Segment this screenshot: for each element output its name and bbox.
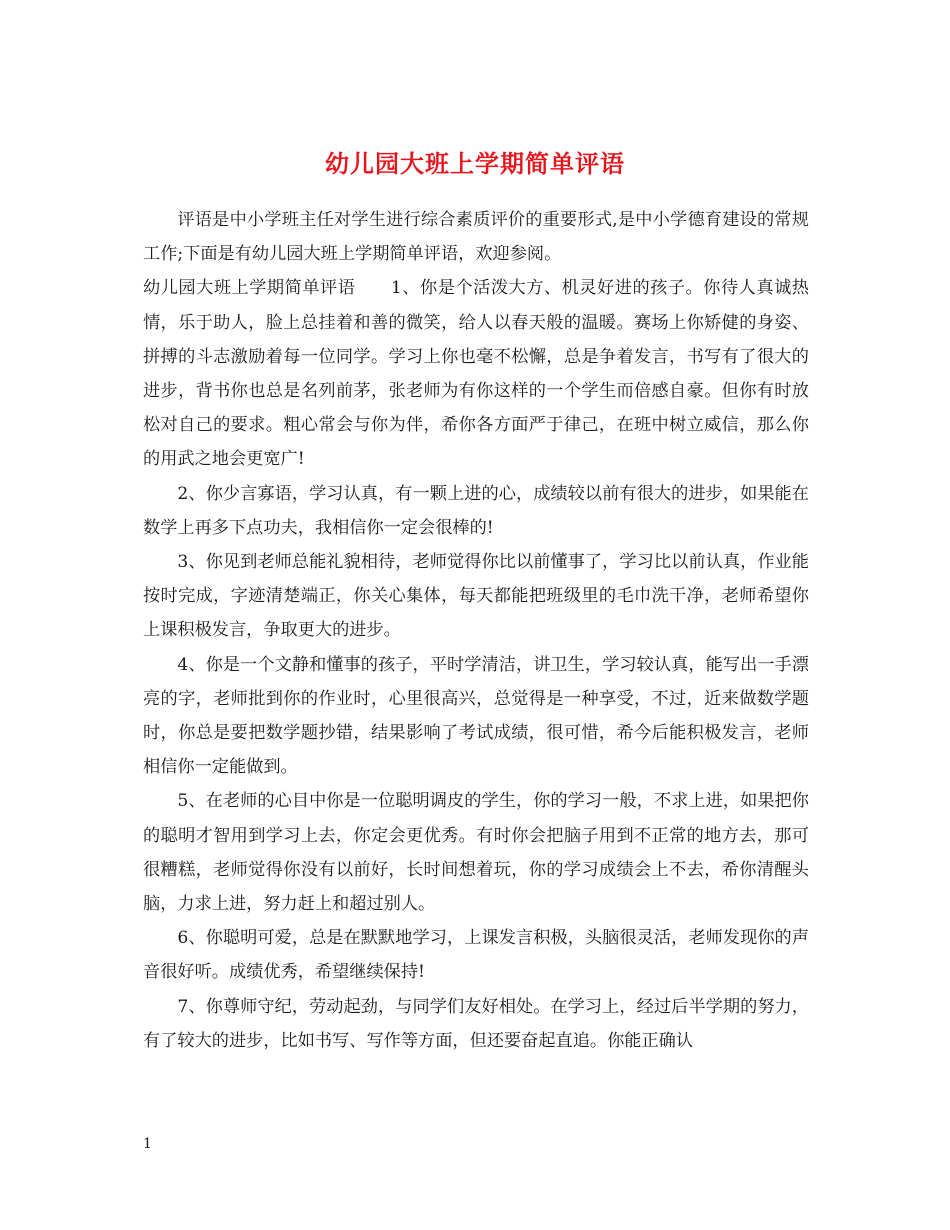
paragraph-comment-7: 7、你尊师守纪，劳动起劲，与同学们友好相处。在学习上，经过后半学期的努力，有了较大的进步，比如书写、写作等方面，但还要奋起直追。你能正确认 xyxy=(143,996,809,1051)
paragraph-intro: 评语是中小学班主任对学生进行综合素质评价的重要形式,是中小学德育建设的常规工作;下面是有幼儿园大班上学期简单评语，欢迎参阅。 xyxy=(143,210,809,265)
document-title: 幼儿园大班上学期简单评语 xyxy=(325,149,625,179)
document-body xyxy=(143,203,809,1058)
paragraph-comment-1: 幼儿园大班上学期简单评语 1、你是个活泼大方、机灵好进的孩子。你待人真诚热情，乐于助人，脸上总挂着和善的微笑，给人以春天般的温暖。赛场上你矫健的身姿、拼搏的斗志激励着每一位同学。学习上你也毫不松懈，总是争着发言，书写有了很大的进步，背书你也总是名列前茅，张老师为有你这样的一个学生而倍感自豪。但你有时放松对自己的要求。粗心常会与你为伴，希你各方面严于律己，在班中树立威信，那么你的用武之地会更宽广! xyxy=(143,278,809,470)
page-number: 1 xyxy=(143,1136,152,1152)
paragraph-comment-5: 5、在老师的心目中你是一位聪明调皮的学生，你的学习一般，不求上进，如果把你的聪明才智用到学习上去，你定会更优秀。有时你会把脑子用到不正常的地方去，那可很糟糕，老师觉得你没有以前好，长时间想着玩，你的学习成绩会上不去，希你清醒头脑，力求上进，努力赶上和超过别人。 xyxy=(143,791,809,915)
paragraph-comment-2: 2、你少言寡语，学习认真，有一颗上进的心，成绩较以前有很大的进步，如果能在数学上再多下点功夫，我相信你一定会很棒的! xyxy=(143,483,809,538)
paragraph-comment-6: 6、你聪明可爱，总是在默默地学习，上课发言积极，头脑很灵活，老师发现你的声音很好听。成绩优秀，希望继续保持! xyxy=(143,928,809,983)
paragraph-comment-3: 3、你见到老师总能礼貌相待，老师觉得你比以前懂事了，学习比以前认真，作业能按时完成，字迹清楚端正，你关心集体，每天都能把班级里的毛巾洗干净，老师希望你上课积极发言，争取更大的进步。 xyxy=(143,552,809,641)
paragraph-comment-4: 4、你是一个文静和懂事的孩子，平时学清洁，讲卫生，学习较认真，能写出一手漂亮的字，老师批到你的作业时，心里很高兴，总觉得是一种享受，不过，近来做数学题时，你总是要把数学题抄错，结果影响了考试成绩，很可惜，希今后能积极发言，老师相信你一定能做到。 xyxy=(143,654,809,778)
